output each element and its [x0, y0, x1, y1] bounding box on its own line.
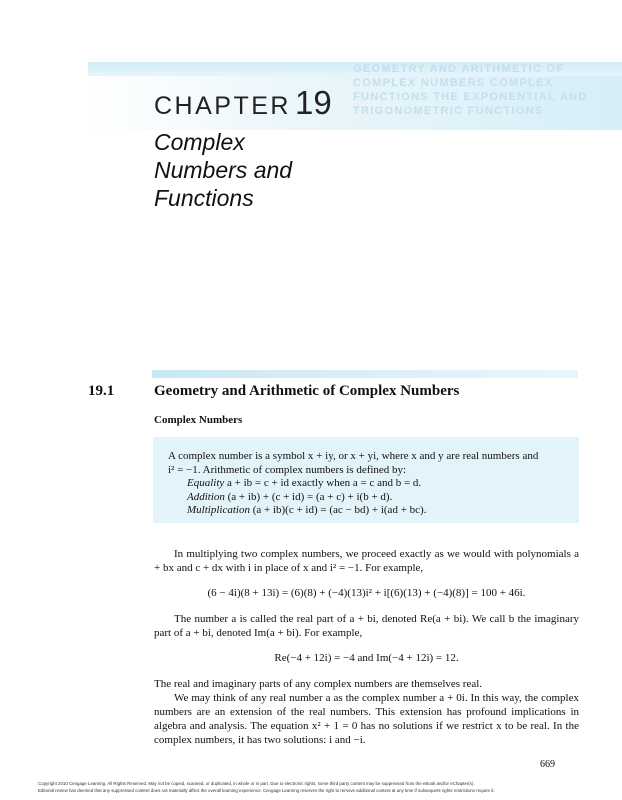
body-paragraph: The number a is called the real part of a + bi, denoted Re(a + bi). We call b the imaginary part of a + bi, denoted Im(a + bi). For example,	[154, 613, 579, 639]
equation: Re(−4 + 12i) = −4 and Im(−4 + 12i) = 12.	[274, 652, 459, 664]
multiplication-label: Multiplication	[187, 504, 250, 516]
equation: (6 − 4i)(8 + 13i) = (6)(8) + (−4)(13)i² + i[(6)(13) + (−4)(8)] = 100 + 46i.	[207, 587, 526, 599]
copyright-line: Copyright 2010 Cengage Learning. All Rights Reserved. May not be copied, scanned, or duplicated, in whole or in part. Due to electronic rights, some third party content may be suppressed from the eBook and/or eChapter(s).	[38, 781, 475, 786]
equality-text: a + ib = c + id exactly when a = c and b = d.	[224, 477, 422, 489]
body-paragraph: We may think of any real number a as the complex number a + 0i. In this way, the complex numbers are an extension of the real numbers. This extension has profound implications in algebra and analysis. The equation x² + 1 = 0 has no solutions if we restrict x to be real. In the complex numbers, it has two solutions: i and −i.	[154, 692, 579, 746]
addition-text: (a + ib) + (c + id) = (a + c) + i(b + d).	[224, 490, 393, 503]
section-list-line: FUNCTIONS THE EXPONENTIAL AND	[353, 91, 588, 103]
equality-label: Equality	[187, 477, 225, 489]
multiplication-text: (a + ib)(c + id) = (ac − bd) + i(ad + bc).	[249, 504, 427, 516]
definition-intro-line: i² = −1. Arithmetic of complex numbers is defined by:	[168, 463, 407, 476]
chapter-title	[154, 128, 454, 212]
section-band	[152, 370, 578, 378]
section-list-line: COMPLEX NUMBERS COMPLEX	[353, 77, 554, 89]
chapter-number: 19	[294, 84, 332, 121]
addition-label: Addition	[187, 490, 225, 503]
body-paragraph: The real and imaginary parts of any complex numbers are themselves real.	[154, 678, 483, 690]
section-list-line: GEOMETRY AND ARITHMETIC OF	[353, 63, 565, 75]
page-number: 669	[540, 759, 555, 770]
chapter-title-line: Functions	[154, 185, 254, 211]
section-title: Geometry and Arithmetic of Complex Numbers	[154, 383, 460, 399]
section-list-line: TRIGONOMETRIC FUNCTIONS	[353, 105, 544, 117]
chapter-section-list	[353, 62, 613, 118]
copyright-notice	[38, 781, 598, 794]
section-number: 19.1	[88, 383, 115, 399]
definition-intro-line: A complex number is a symbol x + iy, or x + yi, where x and y are real numbers and	[168, 450, 539, 462]
chapter-label	[154, 84, 332, 122]
copyright-line: Editorial review has deemed that any suppressed content does not materially affect the overall learning experience. Cengage Learning reserves the right to remove additional content at any time if subsequent rights restrictions require it.	[38, 787, 495, 793]
chapter-title-line: Complex	[154, 129, 245, 155]
definition-equality	[187, 477, 421, 491]
subsection-title: Complex Numbers	[154, 414, 243, 426]
definition-intro	[168, 450, 570, 477]
definition-addition	[187, 491, 392, 505]
chapter-title-line: Numbers and	[154, 157, 293, 183]
definition-multiplication	[187, 504, 426, 518]
body-paragraph: In multiplying two complex numbers, we proceed exactly as we would with polynomials a + bx and c + dx with i in place of x and i² = −1. For example,	[154, 548, 579, 574]
chapter-word: CHAPTER	[154, 92, 291, 120]
